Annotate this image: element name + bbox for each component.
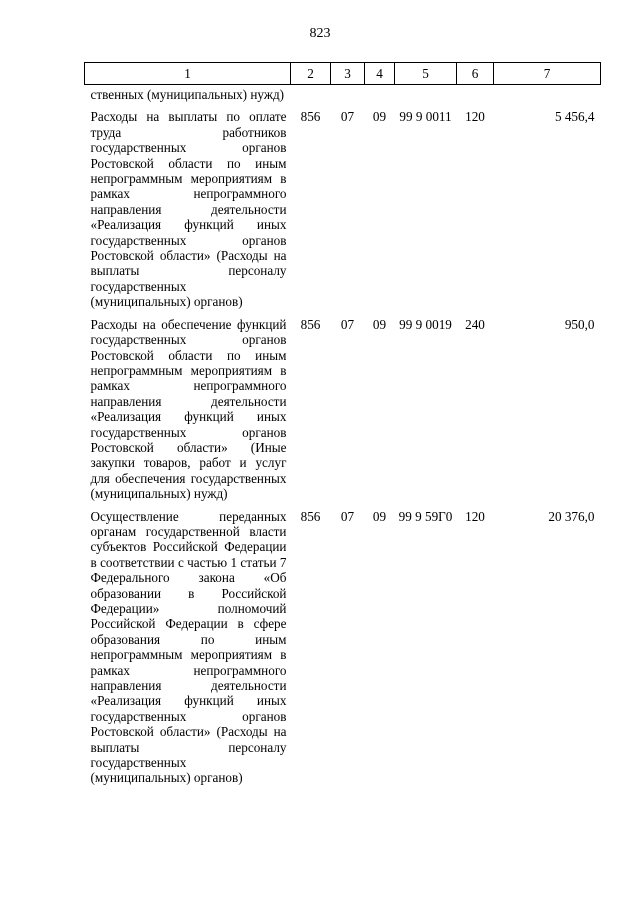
table-row — [85, 106, 601, 313]
row-description: Расходы на выплаты по оплате труда работников государственных органов Ростовской области по иным непрограммным мероприятиям в рамках непрограммного направления деятельности «Реализация функций иных государственных органов Ростовской области» (Расходы на выплаты персоналу государственных (муниципальных) органов) — [90, 109, 287, 310]
column-header: 2 — [291, 63, 331, 85]
table-row — [85, 506, 601, 790]
row-col5: 99 9 0011 — [399, 109, 452, 125]
column-header: 4 — [365, 63, 395, 85]
row-col4: 09 — [372, 316, 387, 332]
row-col3: 07 — [340, 508, 355, 524]
row-col2: 856 — [300, 109, 321, 125]
column-header: 1 — [85, 63, 291, 85]
row-description: Осуществление переданных органам государственной власти субъектов Российской Федерации в соответствии с частью 1 статьи 7 Федерального закона «Об образовании в Российской Федерации» полномочий Российской Федерации в сфере образования по иным непрограммным мероприятиям в рамках непрограммного направления деятельности «Реализация функций иных государственных органов Ростовской области» (Расходы на выплаты персоналу государственных (муниципальных) органов) — [90, 508, 287, 786]
row-col5: 99 9 59Г0 — [398, 508, 453, 524]
table-header-row — [85, 63, 601, 85]
row-col4 — [365, 85, 395, 107]
row-col3 — [331, 85, 365, 107]
column-header: 7 — [494, 63, 601, 85]
row-description: ственных (муниципальных) нужд) — [90, 87, 285, 102]
row-col2 — [291, 85, 331, 107]
row-amount — [494, 85, 601, 107]
table-row — [85, 85, 601, 107]
row-amount: 20 376,0 — [548, 508, 595, 524]
row-col3: 07 — [340, 109, 355, 125]
row-col6 — [457, 85, 494, 107]
row-col6: 120 — [465, 508, 485, 524]
page-number: 823 — [309, 26, 331, 41]
row-col5 — [395, 85, 457, 107]
budget-table — [84, 62, 601, 790]
row-col5: 99 9 0019 — [399, 316, 452, 332]
table-row — [85, 314, 601, 506]
row-col3: 07 — [340, 316, 355, 332]
row-col4: 09 — [372, 109, 387, 125]
row-description: Расходы на обеспечение функций государственных органов Ростовской области по иным непрограммным мероприятиям в рамках непрограммного направления деятельности «Реализация функций иных государственных органов Ростовской области» (Иные закупки товаров, работ и услуг для обеспечения государственных (муниципальных) нужд) — [90, 316, 287, 502]
column-header: 3 — [331, 63, 365, 85]
row-amount: 950,0 — [564, 316, 595, 332]
row-amount: 5 456,4 — [554, 109, 595, 125]
row-col2: 856 — [300, 508, 321, 524]
row-col6: 240 — [465, 316, 485, 332]
row-col2: 856 — [300, 316, 321, 332]
column-header: 6 — [457, 63, 494, 85]
row-col4: 09 — [372, 508, 387, 524]
column-header: 5 — [395, 63, 457, 85]
row-col6: 120 — [465, 109, 485, 125]
